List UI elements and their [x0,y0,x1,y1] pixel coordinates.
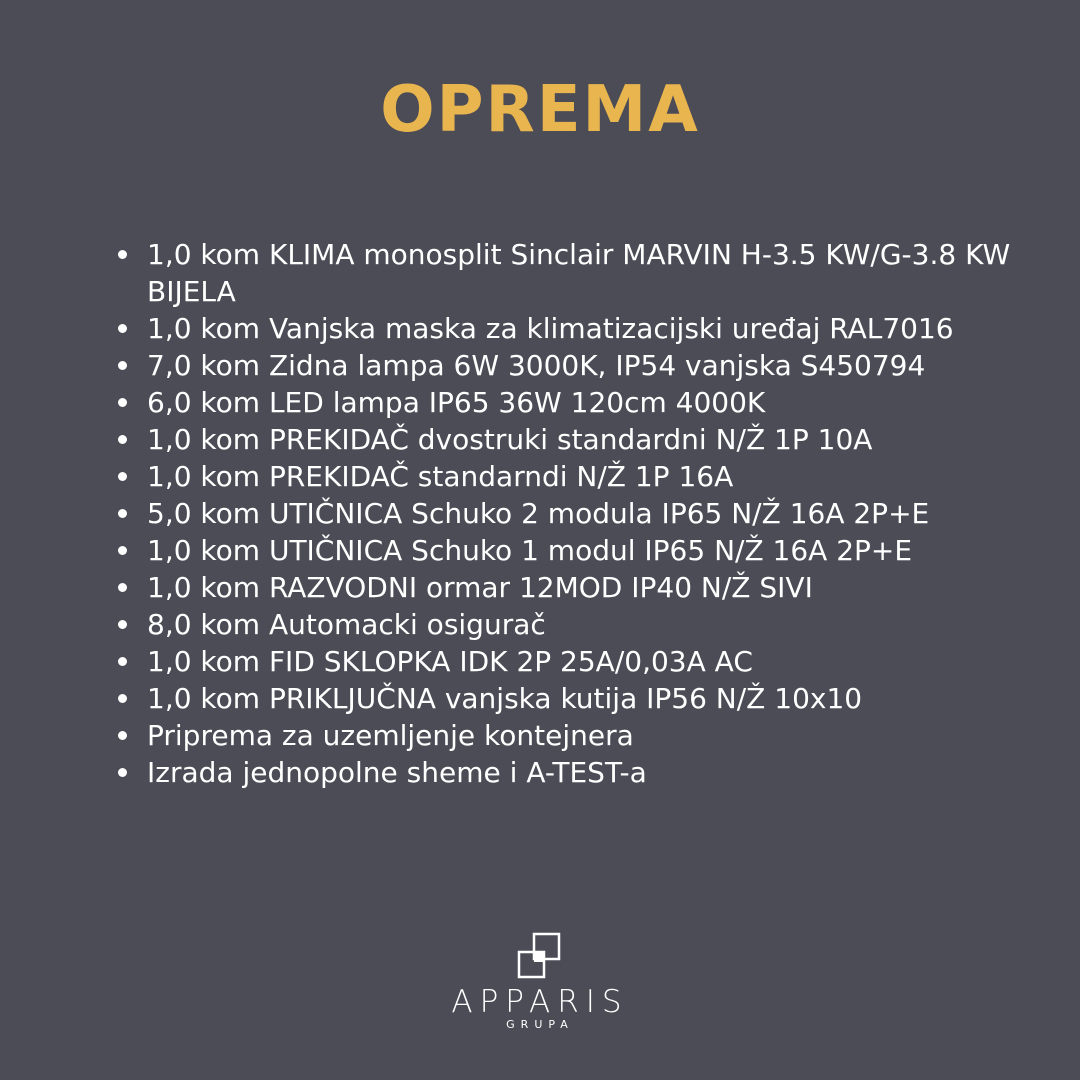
list-item-text: 1,0 kom KLIMA monosplit Sinclair MARVIN H-3.5 KW/G-3.8 KW BIJELA [147,238,1011,308]
list-item [112,384,1012,421]
list-item-text: 1,0 kom PRIKLJUČNA vanjska kutija IP56 N/Ž 10x10 [147,682,863,715]
list-item-text: 6,0 kom LED lampa IP65 36W 120cm 4000K [147,386,766,419]
bullet-icon [118,398,127,407]
bullet-icon [118,583,127,592]
list-item-text: Izrada jednopolne sheme i A-TEST-a [147,756,647,789]
bullet-icon [118,361,127,370]
list-item-text: 1,0 kom RAZVODNI ormar 12MOD IP40 N/Ž SIVI [147,571,813,604]
list-item-text: 1,0 kom UTIČNICA Schuko 1 modul IP65 N/Ž 16A 2P+E [147,534,913,567]
logo-subtitle: GRUPA [506,1018,574,1031]
bullet-icon [118,731,127,740]
list-item-text: 7,0 kom Zidna lampa 6W 3000K, IP54 vanjska S450794 [147,349,926,382]
list-item [112,606,1012,643]
list-item [112,495,1012,532]
bullet-icon [118,546,127,555]
list-item [112,310,1012,347]
logo-mark-icon [514,932,564,982]
list-item [112,643,1012,680]
list-item [112,236,1012,310]
equipment-list [112,236,1012,791]
list-item [112,717,1012,754]
bullet-icon [118,472,127,481]
list-item-text: Priprema za uzemljenje kontejnera [147,719,634,752]
bullet-icon [118,768,127,777]
list-item [112,754,1012,791]
bullet-icon [118,324,127,333]
list-item-text: 8,0 kom Automacki osigurač [147,608,546,641]
list-item [112,569,1012,606]
list-item [112,532,1012,569]
list-item-text: 5,0 kom UTIČNICA Schuko 2 modula IP65 N/Ž 16A 2P+E [147,497,930,530]
list-item-text: 1,0 kom FID SKLOPKA IDK 2P 25A/0,03A AC [147,645,753,678]
list-item [112,421,1012,458]
bullet-icon [118,657,127,666]
bullet-icon [118,509,127,518]
bullet-icon [118,250,127,259]
list-item-text: 1,0 kom Vanjska maska za klimatizacijski uređaj RAL7016 [147,312,954,345]
bullet-icon [118,435,127,444]
list-item-text: 1,0 kom PREKIDAČ dvostruki standardni N/Ž 1P 10A [147,423,873,456]
list-item [112,458,1012,495]
list-item-text: 1,0 kom PREKIDAČ standarndi N/Ž 1P 16A [147,460,734,493]
bullet-icon [118,694,127,703]
bullet-icon [118,620,127,629]
apparis-logo [440,932,640,1042]
logo-wordmark: APPARIS [451,984,629,1020]
list-item [112,680,1012,717]
page-title: OPREMA [380,73,700,147]
list-item [112,347,1012,384]
